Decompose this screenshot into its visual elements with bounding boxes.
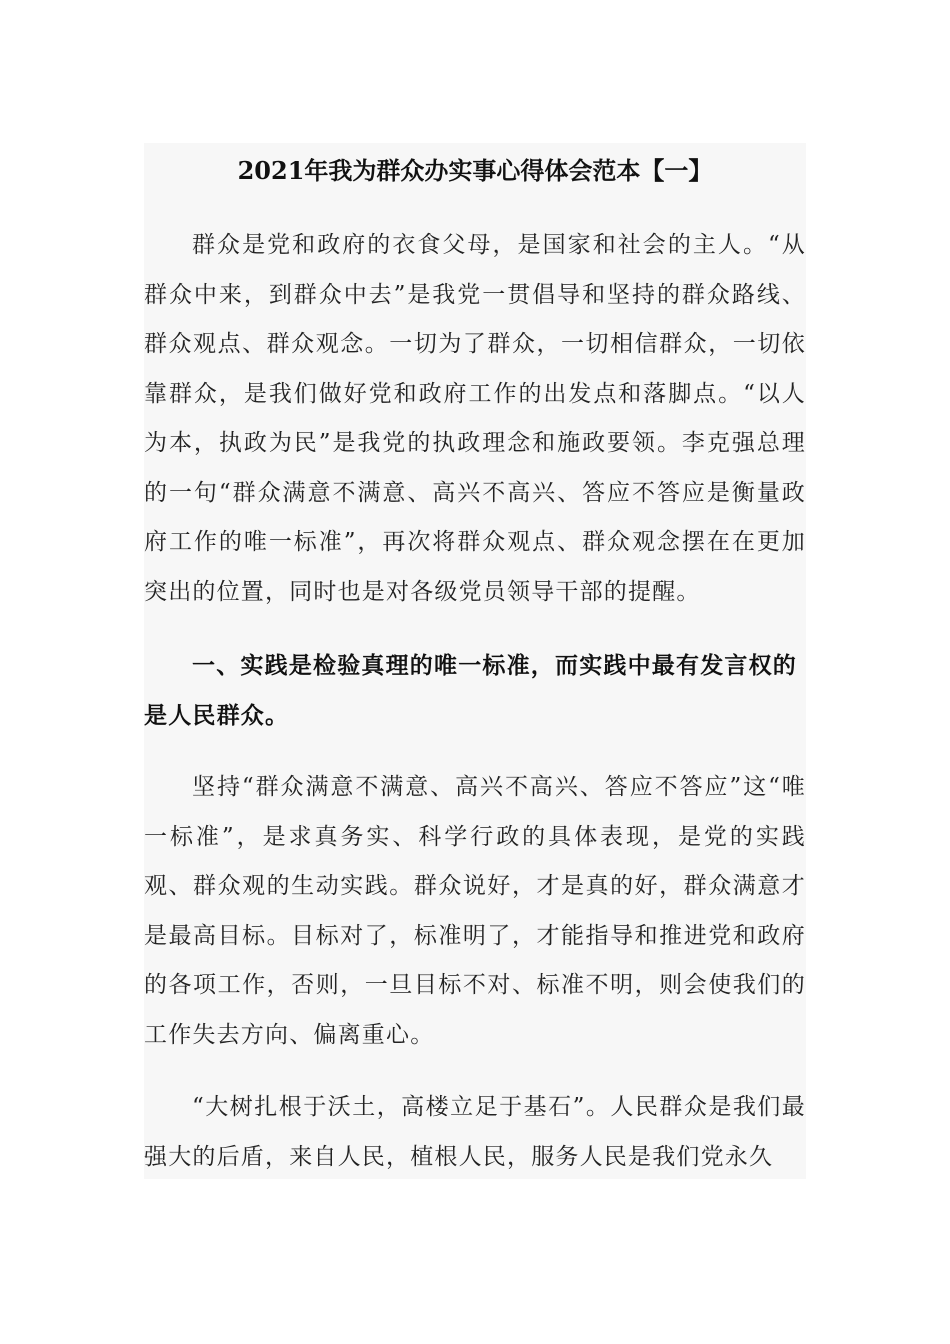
paragraph-foundation: “大树扎根于沃土，高楼立足于基石”。人民群众是我们最强大的后盾，来自人民，植根人民，服务人民是我们党永久 <box>144 1094 806 1170</box>
section-heading-1: 一、实践是检验真理的唯一标准，而实践中最有发言权的是人民群众。 <box>144 652 797 729</box>
document-content <box>144 143 806 1179</box>
document-title: 2021年我为群众办实事心得体会范本【一】 <box>237 156 713 185</box>
paragraph-intro: 群众是党和政府的衣食父母，是国家和社会的主人。“从群众中来，到群众中去”是我党一贯倡导和坚持的群众路线、群众观点、群众观念。一切为了群众，一切相信群众，一切依靠群众，是我们做好党和政府工作的出发点和落脚点。“以人为本，执政为民”是我党的执政理念和施政要领。李克强总理的一句“群众满意不满意、高兴不高兴、答应不答应是衡量政府工作的唯一标准”，再次将群众观点、群众观念摆在在更加突出的位置，同时也是对各级党员领导干部的提醒。 <box>144 232 806 605</box>
paragraph-standard: 坚持“群众满意不满意、高兴不高兴、答应不答应”这“唯一标准”，是求真务实、科学行政的具体表现，是党的实践观、群众观的生动实践。群众说好，才是真的好，群众满意才是最高目标。目标对了，标准明了，才能指导和推进党和政府的各项工作，否则，一旦目标不对、标准不明，则会使我们的工作失去方向、偏离重心。 <box>144 774 806 1048</box>
